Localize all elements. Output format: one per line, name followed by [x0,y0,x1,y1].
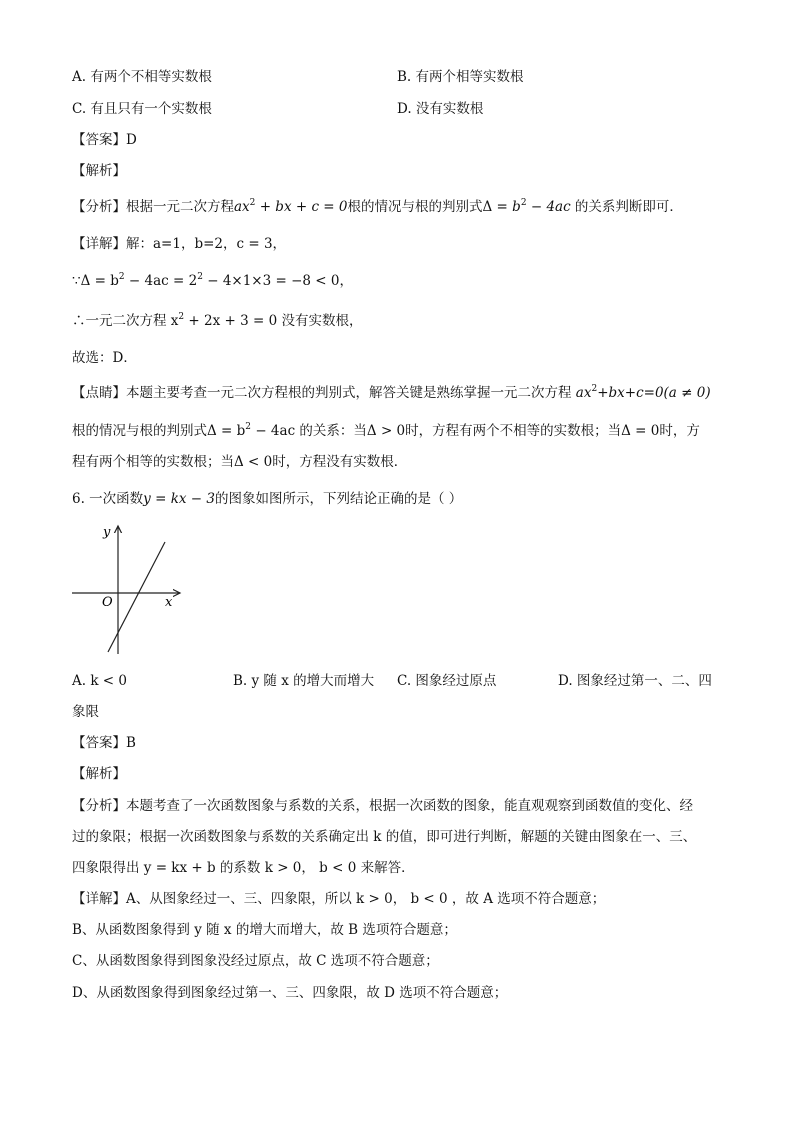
q6-option-b: B. y 随 x 的增大而增大 [233,673,375,689]
q5-comment-line-3: 程有两个相等的实数根；当Δ < 0时，方程没有实数根． [72,454,408,470]
q5-option-d: D. 没有实数根 [397,101,484,117]
q5-analysis-text: 【分析】根据一元二次方程$ax^2$ + bx + c = 0根的情况与根的判别式$\Delta = b^2 - 4ac$ 的关系判断即可． [72,198,683,215]
q6-function-graph [70,520,190,660]
q6-detail-c: C、从函数图象得到图象没经过原点，故 C 选项不符合题意； [72,953,439,969]
q6-analysis-heading: 【解析】 [72,766,126,782]
origin-label: O [102,595,113,610]
q5-option-a: A. 有两个不相等实数根 [72,69,212,85]
q6-option-c: C. 图象经过原点 [397,673,497,689]
q6-analysis-line-1: 【分析】本题考查了一次函数图象与系数的关系，根据一次函数的图象，能直观观察到函数值的变化、经 [72,798,693,814]
q6-analysis-line-2: 过的象限；根据一次函数图象与系数的关系确定出 k 的值，即可进行判断，解题的关键由图象在一、三、 [72,829,697,845]
q6-answer: 【答案】B [72,735,136,751]
q5-option-c: C. 有且只有一个实数根 [72,101,212,117]
q6-analysis-line-3: 四象限得出 y = kx + b 的系数 k > 0， b < 0 来解答． [72,860,415,876]
function-line [108,542,165,652]
y-axis-label: y [103,525,111,540]
q5-answer: 【答案】D [72,132,137,148]
q5-step-2: ∴一元二次方程 $x^2 + 2x + 3 = 0$ 没有实数根， [72,312,363,329]
q5-step-1: ∵Δ = $b^2 - 4ac = 2^2 - 4\times 1\times 3 = -8 < 0$， [72,272,353,289]
x-axis-label: x [165,595,173,610]
q5-choice: 故选：D． [72,350,137,366]
q6-detail-a: 【详解】A、从图象经过一、三、四象限，所以 k > 0， b < 0 ，故 A 选项不符合题意； [72,891,606,907]
q6-stem: 6. 一次函数y = kx − 3的图象如图所示，下列结论正确的是（ ） [72,491,463,507]
q5-comment-line-2: 根的情况与根的判别式$\Delta = b^2 - 4ac$ 的关系：当Δ > 0时，方程有两个不相等的实数根；当Δ = 0时，方 [72,422,700,439]
q5-option-b: B. 有两个相等实数根 [397,69,524,85]
q6-detail-d: D、从函数图象得到图象经过第一、三、四象限，故 D 选项不符合题意； [72,985,508,1001]
q5-analysis-heading: 【解析】 [72,163,126,179]
q6-detail-b: B、从函数图象得到 y 随 x 的增大而增大，故 B 选项符合题意； [72,922,457,938]
q6-option-d: D. 图象经过第一、二、四 [558,673,712,689]
q6-option-a: A. k < 0 [72,673,127,689]
q5-detail-heading: 【详解】解：a=1，b=2，c = 3， [72,236,287,252]
q6-option-d-cont: 象限 [72,704,99,720]
q5-comment-line-1: 【点睛】本题主要考查一元二次方程根的判别式，解答关键是熟练掌握一元二次方程 $ax^2+bx+c=0(a \ne 0)$ [72,384,711,401]
